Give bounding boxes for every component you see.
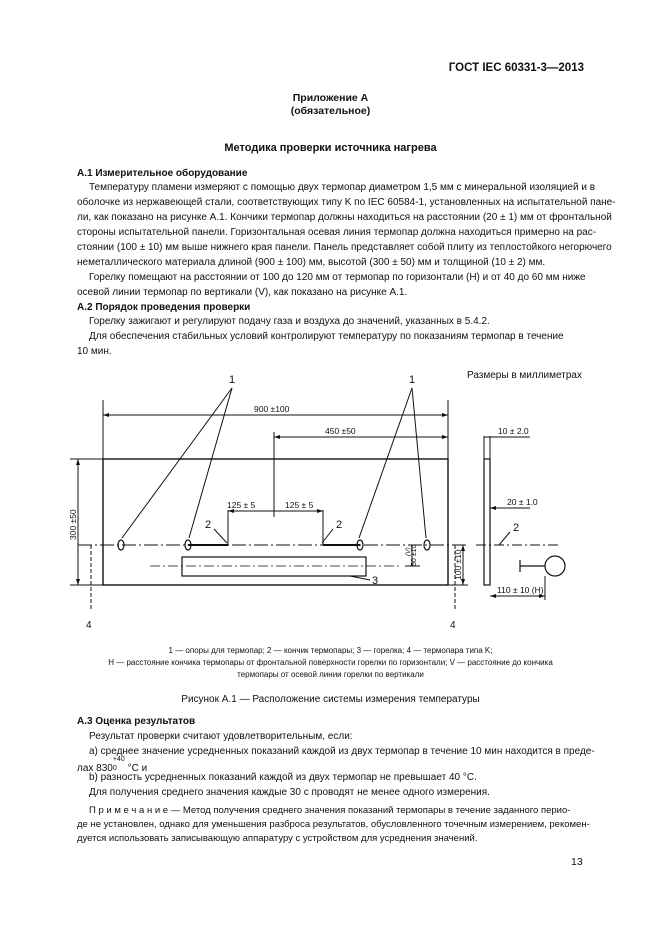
label-4: 4 <box>86 620 92 631</box>
a2-line: Для обеспечения стабильных условий контролируют температуру по показаниям термопар в течение <box>89 331 564 342</box>
burner-end-view <box>545 556 565 576</box>
dim-300: 300 ±50 <box>68 509 78 540</box>
a1-line: ли, как показано на рисунке А.1. Кончики термопар должны находиться на расстоянии (20 ± 1) мм от фронтальной <box>77 212 612 223</box>
a3-line: a) среднее значение усредненных показаний каждой из двух термопар в течение 10 мин находится в преде- <box>89 746 595 757</box>
a3-limits-line: лах 830 +40 0 °C и <box>77 756 148 774</box>
a2-line: 10 мин. <box>77 346 112 357</box>
section-a1-heading: А.1 Измерительное оборудование <box>77 168 248 179</box>
a3-line: Результат проверки считают удовлетворительным, если: <box>89 731 353 742</box>
dim-900: 900 ±100 <box>254 404 290 414</box>
a3-line: Для получения среднего значения каждые 30 с проводят не менее одного измерения. <box>89 787 490 798</box>
annex-status: (обязательное) <box>290 105 371 117</box>
figure-legend-line: H — расстояние кончика термопары от фронтальной поверхности горелки по горизонтали; V — расстояние до кончика <box>108 658 553 667</box>
dim-125-left: 125 ± 5 <box>227 500 256 510</box>
document-title: Методика проверки источника нагрева <box>224 142 437 154</box>
note-line: П р и м е ч а н и е — Метод получения среднего значения показаний термопары в течение заданного перио- <box>89 805 571 816</box>
dim-10: 10 ± 2.0 <box>498 426 529 436</box>
a1-line: оболочке из нержавеющей стали, соответствующих типу K по IEC 60584-1, установленных на испытательной пане- <box>77 197 616 208</box>
label-1: 1 <box>229 374 236 386</box>
note-line: дуется использовать записывающую аппаратуру с устройством для усреднения значений. <box>77 833 478 844</box>
standard-number: ГОСТ IEC 60331-3—2013 <box>448 62 584 74</box>
section-a2-heading: А.2 Порядок проведения проверки <box>77 302 251 313</box>
figure-caption: Рисунок А.1 — Расположение системы измерения температуры <box>181 694 480 705</box>
dim-110: 110 ± 10 (H) <box>497 585 544 595</box>
annex-title: Приложение А <box>292 92 369 104</box>
dim-20: 20 ± 1.0 <box>507 497 538 507</box>
a1-line: неметаллического материала длиной (900 ± 100) мм, высотой (300 ± 50) мм и толщиной (10 ± 2) мм. <box>77 257 546 268</box>
burner <box>182 557 366 576</box>
label-3: 3 <box>372 575 379 587</box>
figure-legend-line: 1 — опоры для термопар; 2 — кончик термопары; 3 — горелка; 4 — термопара типа K; <box>168 646 493 655</box>
note-line: де не установлен, однако для уменьшения разброса результатов, обусловленного точечным измерением, рекомен- <box>77 819 590 830</box>
panel-side-view <box>484 459 490 585</box>
label-1: 1 <box>409 374 416 386</box>
a1-line: стороны испытательной панели. Горизонтальная осевая линия термопар должна находиться примерно на рас- <box>77 227 597 238</box>
dim-450: 450 ±50 <box>325 426 356 436</box>
dim-50: 50 ±10 <box>411 544 418 566</box>
label-2: 2 <box>336 519 343 531</box>
label-4: 4 <box>450 620 456 631</box>
a3-line: b) разность усредненных показаний каждой из двух термопар не превышает 40 °С. <box>89 772 477 783</box>
dim-100: 100 ±10 <box>453 549 463 580</box>
label-2: 2 <box>205 519 212 531</box>
a1-line: Горелку помещают на расстоянии от 100 до 120 мм от термопар по горизонтали (H) и от 40 до 60 мм ниже <box>89 272 586 283</box>
a2-line: Горелку зажигают и регулируют подачу газа и воздуха до значений, указанных в 5.4.2. <box>89 316 490 327</box>
section-a3-heading: А.3 Оценка результатов <box>77 716 196 727</box>
dim-125-right: 125 ± 5 <box>285 500 314 510</box>
a1-line: Температуру пламени измеряют с помощью двух термопар диаметром 1,5 мм с минеральной изоляцией и в <box>89 182 596 193</box>
dim-v: (V) <box>405 547 412 556</box>
a1-line: осевой линии термопар по вертикали (V), как показано на рисунке А.1. <box>77 287 408 298</box>
page-number: 13 <box>571 856 583 868</box>
a1-line: стоянии (100 ± 10) мм выше нижнего края панели. Панель представляет собой плиту из теплостойкого негорючего <box>77 242 612 253</box>
label-2: 2 <box>513 522 520 534</box>
units-note: Размеры в миллиметрах <box>467 370 582 381</box>
figure-legend-line: термопары от осевой линии горелки по вертикали <box>237 670 424 679</box>
